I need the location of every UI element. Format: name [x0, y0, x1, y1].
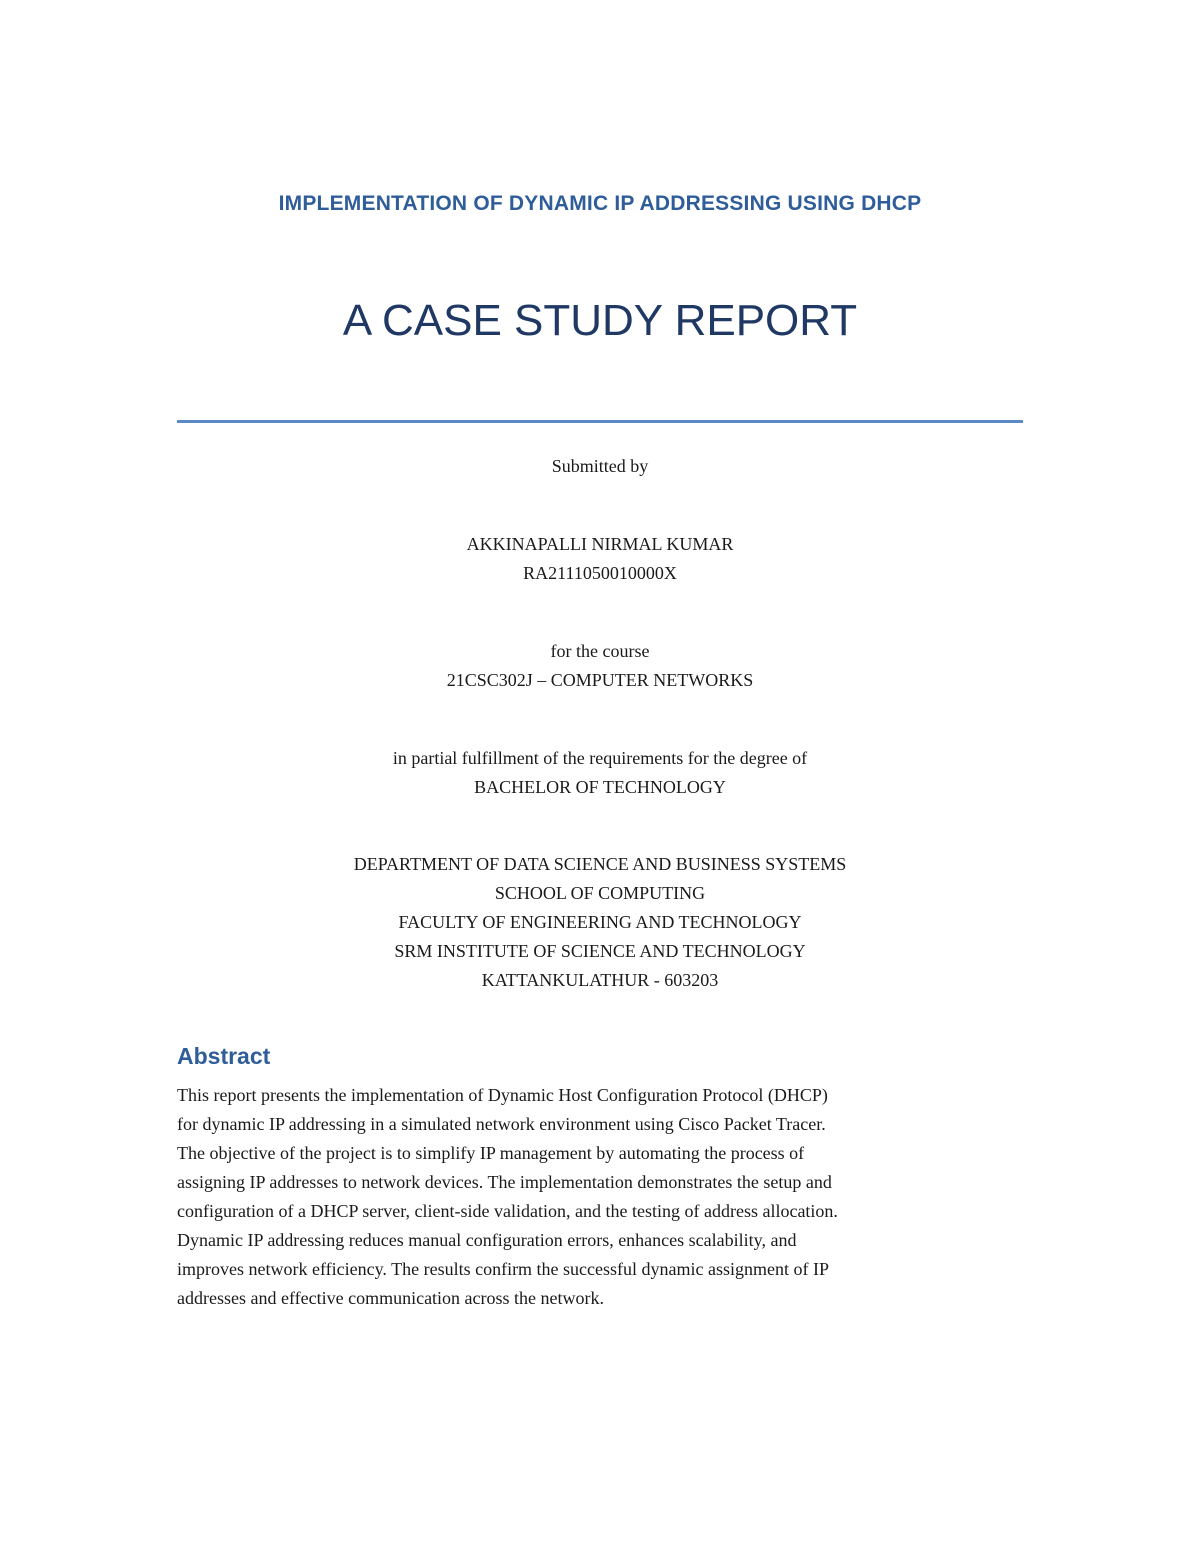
abstract-line: The objective of the project is to simplify IP management by automating the process of — [177, 1143, 805, 1163]
institution-block — [0, 850, 1200, 995]
abstract-line: assigning IP addresses to network devices. The implementation demonstrates the setup and — [177, 1172, 832, 1192]
abstract-line: for dynamic IP addressing in a simulated network environment using Cisco Packet Tracer. — [177, 1114, 826, 1134]
horizontal-divider — [177, 420, 1023, 423]
abstract-line: Dynamic IP addressing reduces manual configuration errors, enhances scalability, and — [177, 1230, 797, 1250]
abstract-line: addresses and effective communication across the network. — [177, 1288, 605, 1308]
abstract-line: configuration of a DHCP server, client-side validation, and the testing of address allocation. — [177, 1201, 838, 1221]
abstract-line: improves network efficiency. The results confirm the successful dynamic assignment of IP — [177, 1259, 829, 1279]
course-intro: for the course — [550, 641, 650, 661]
course-block — [0, 637, 1200, 695]
submitted-by-label: Submitted by — [551, 456, 649, 476]
student-register-number: RA2111050010000X — [523, 563, 677, 583]
university-name: SRM INSTITUTE OF SCIENCE AND TECHNOLOGY — [394, 941, 806, 961]
school-name: SCHOOL OF COMPUTING — [494, 883, 706, 903]
university-location: KATTANKULATHUR - 603203 — [481, 970, 719, 990]
student-name: AKKINAPALLI NIRMAL KUMAR — [466, 534, 734, 554]
degree-intro: in partial fulfillment of the requirements for the degree of — [392, 748, 808, 768]
abstract-paragraph — [177, 1081, 1023, 1313]
faculty-name: FACULTY OF ENGINEERING AND TECHNOLOGY — [398, 912, 802, 932]
report-title: IMPLEMENTATION OF DYNAMIC IP ADDRESSING USING DHCP — [278, 192, 922, 215]
submitted-by-block — [0, 452, 1200, 481]
degree-name: BACHELOR OF TECHNOLOGY — [474, 777, 726, 797]
abstract-heading: Abstract — [177, 1043, 271, 1069]
course-name: 21CSC302J – COMPUTER NETWORKS — [446, 670, 754, 690]
degree-block — [0, 744, 1200, 802]
abstract-line: This report presents the implementation of Dynamic Host Configuration Protocol (DHCP) — [177, 1085, 828, 1105]
student-block — [0, 530, 1200, 588]
report-subtitle: A CASE STUDY REPORT — [342, 296, 858, 345]
department-name: DEPARTMENT OF DATA SCIENCE AND BUSINESS SYSTEMS — [353, 854, 847, 874]
